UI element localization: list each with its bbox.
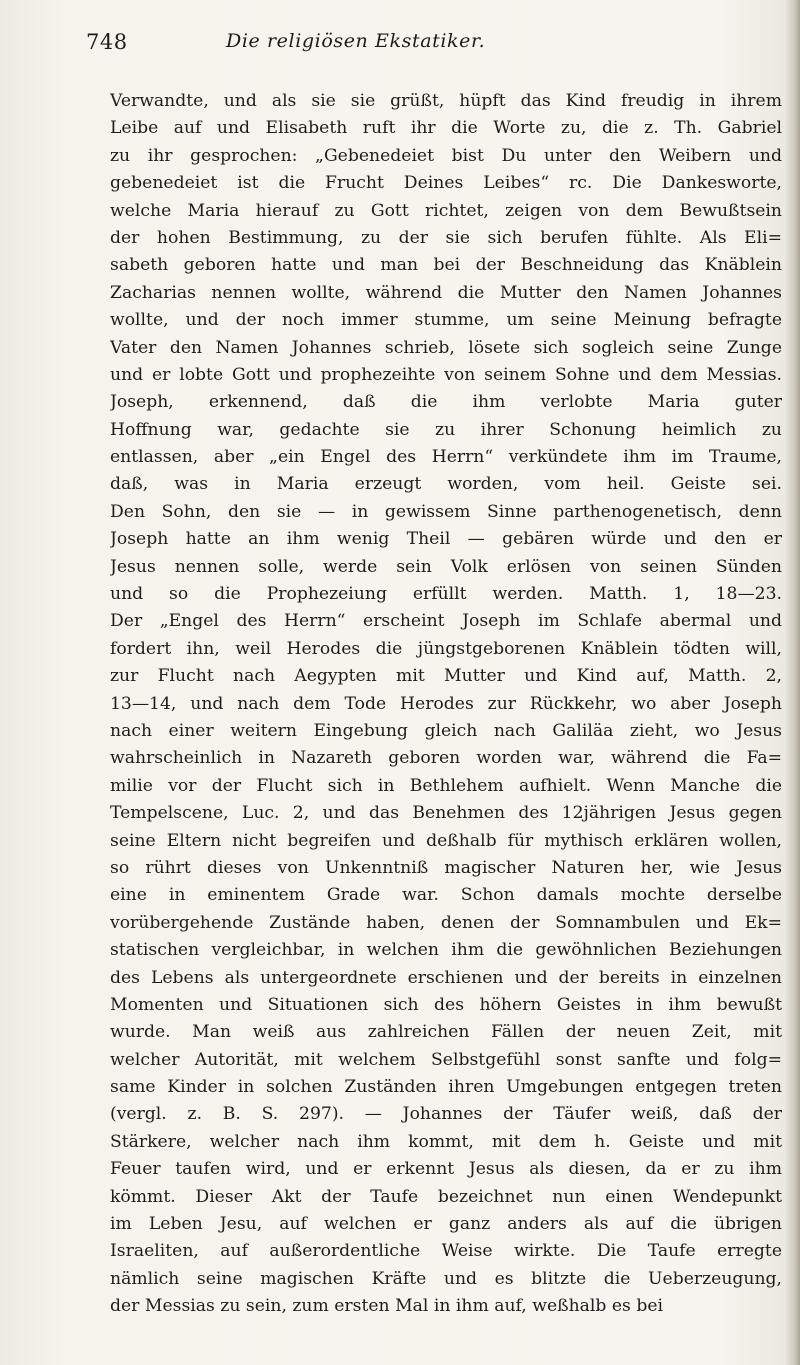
text-line: Vater den Namen Johannes schrieb, lösete sich sogleich seine Zunge bbox=[110, 337, 782, 358]
text-line: zu ihr gesprochen: „Gebenedeiet bist Du unter den Weibern und bbox=[110, 145, 782, 166]
text-line: der hohen Bestimmung, zu der sie sich berufen fühlte. Als Eli= bbox=[110, 227, 782, 248]
text-line: zur Flucht nach Aegypten mit Mutter und Kind auf, Matth. 2, bbox=[110, 666, 782, 687]
text-line: milie vor der Flucht sich in Bethlehem aufhielt. Wenn Manche die bbox=[110, 775, 782, 796]
text-line: und so die Prophezeiung erfüllt werden. Matth. 1, 18—23. bbox=[110, 584, 782, 605]
text-line: entlassen, aber „ein Engel des Herrn“ verkündete ihm im Traume, bbox=[110, 447, 782, 468]
text-line: wurde. Man weiß aus zahlreichen Fällen der neuen Zeit, mit bbox=[110, 1022, 782, 1043]
page-edge bbox=[786, 0, 800, 1365]
text-line: 13—14, und nach dem Tode Herodes zur Rückkehr, wo aber Joseph bbox=[110, 693, 782, 714]
text-line: welche Maria hierauf zu Gott richtet, zeigen von dem Bewußtsein bbox=[110, 200, 782, 221]
text-line: welcher Autorität, mit welchem Selbstgefühl sonst sanfte und folg= bbox=[110, 1049, 782, 1070]
running-title: Die religiösen Ekstatiker. bbox=[226, 30, 486, 52]
text-line: Israeliten, auf außerordentliche Weise wirkte. Die Taufe erregte bbox=[110, 1241, 782, 1262]
text-line: wahrscheinlich in Nazareth geboren worden war, während die Fa= bbox=[110, 748, 782, 769]
text-line: nämlich seine magischen Kräfte und es blitzte die Ueberzeugung, bbox=[110, 1268, 782, 1289]
text-line: im Leben Jesu, auf welchen er ganz anders als auf die übrigen bbox=[110, 1214, 782, 1235]
text-line: Zacharias nennen wollte, während die Mutter den Namen Johannes bbox=[110, 282, 782, 303]
text-line: Den Sohn, den sie — in gewissem Sinne parthenogenetisch, denn bbox=[110, 501, 782, 522]
text-line: Feuer taufen wird, und er erkennt Jesus als diesen, da er zu ihm bbox=[110, 1159, 782, 1180]
text-line: nach einer weitern Eingebung gleich nach Galiläa zieht, wo Jesus bbox=[110, 720, 782, 741]
text-line: daß, was in Maria erzeugt worden, vom heil. Geiste sei. bbox=[110, 474, 782, 495]
text-line: sabeth geboren hatte und man bei der Beschneidung das Knäblein bbox=[110, 255, 782, 276]
text-line: der Messias zu sein, zum ersten Mal in ihm auf, weßhalb es bei bbox=[110, 1296, 663, 1317]
text-line: Joseph, erkennend, daß die ihm verlobte Maria guter bbox=[110, 392, 782, 413]
body-text bbox=[110, 88, 782, 1321]
text-line: gebenedeiet ist die Frucht Deines Leibes“ rc. Die Dankesworte, bbox=[110, 173, 782, 194]
text-line: Der „Engel des Herrn“ erscheint Joseph im Schlafe abermal und bbox=[110, 611, 782, 632]
text-line: kömmt. Dieser Akt der Taufe bezeichnet nun einen Wendepunkt bbox=[110, 1186, 782, 1207]
text-line: wollte, und der noch immer stumme, um seine Meinung befragte bbox=[110, 310, 782, 331]
text-line: seine Eltern nicht begreifen und deßhalb für mythisch erklären wollen, bbox=[110, 830, 782, 851]
text-line: und er lobte Gott und prophezeihte von seinem Sohne und dem Messias. bbox=[110, 364, 782, 385]
text-line: Leibe auf und Elisabeth ruft ihr die Worte zu, die z. Th. Gabriel bbox=[110, 118, 782, 139]
text-line: Tempelscene, Luc. 2, und das Benehmen des 12jährigen Jesus gegen bbox=[110, 803, 782, 824]
text-line: statischen vergleichbar, in welchen ihm die gewöhnlichen Beziehungen bbox=[110, 940, 782, 961]
text-line: eine in eminentem Grade war. Schon damals mochte derselbe bbox=[110, 885, 782, 906]
text-line: Jesus nennen solle, werde sein Volk erlösen von seinen Sünden bbox=[110, 556, 782, 577]
text-line: Verwandte, und als sie sie grüßt, hüpft das Kind freudig in ihrem bbox=[110, 91, 782, 111]
text-line: Joseph hatte an ihm wenig Theil — gebären würde und den er bbox=[110, 529, 782, 550]
text-line: des Lebens als untergeordnete erschienen und der bereits in einzelnen bbox=[110, 967, 782, 988]
page-header bbox=[86, 30, 766, 60]
text-line: fordert ihn, weil Herodes die jüngstgeborenen Knäblein tödten will, bbox=[110, 638, 782, 659]
text-line: Momenten und Situationen sich des höhern Geistes in ihm bewußt bbox=[110, 994, 782, 1015]
page-number: 748 bbox=[86, 30, 128, 54]
text-line: so rührt dieses von Unkenntniß magischer Naturen her, wie Jesus bbox=[110, 857, 782, 878]
text-line: same Kinder in solchen Zuständen ihren Umgebungen entgegen treten bbox=[110, 1077, 782, 1098]
text-line: (vergl. z. B. S. 297). — Johannes der Täufer weiß, daß der bbox=[110, 1104, 782, 1125]
text-line: Hoffnung war, gedachte sie zu ihrer Schonung heimlich zu bbox=[110, 419, 782, 440]
text-line: Stärkere, welcher nach ihm kommt, mit dem h. Geiste und mit bbox=[110, 1131, 782, 1152]
text-line: vorübergehende Zustände haben, denen der Somnambulen und Ek= bbox=[110, 912, 782, 933]
